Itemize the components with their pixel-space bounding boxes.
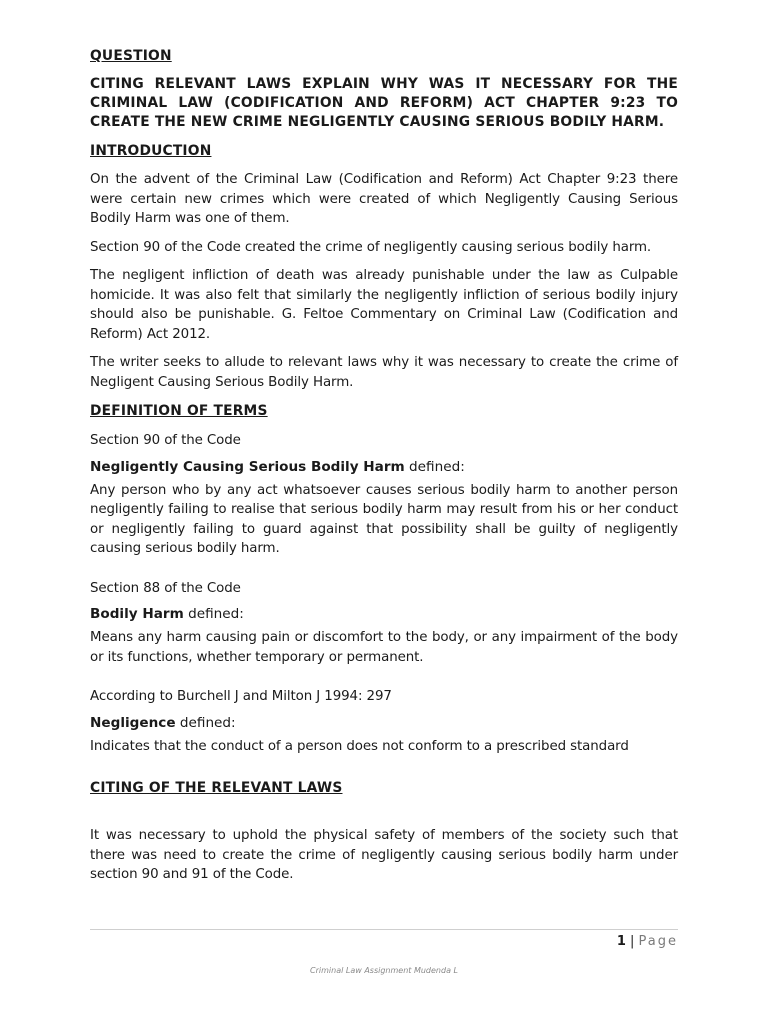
citing-heading: CITING OF THE RELEVANT LAWS [90,780,343,796]
citing-paragraph: It was necessary to uphold the physical safety of members of the society such that there was need to create the crime of negligently causing serious bodily harm under section 90 and 91 of the Code. [90,828,678,882]
intro-paragraph-4: The writer seeks to allude to relevant laws why it was necessary to create the crime of Negligent Causing Serious Bodily Harm. [90,355,678,390]
question-title: CITING RELEVANT LAWS EXPLAIN WHY WAS IT NECESSARY FOR THE CRIMINAL LAW (CODIFICATION AND REFORM) ACT CHAPTER 9:23 TO CREATE THE NEW CRIME NEGLIGENTLY CAUSING SERIOUS BODILY HARM. [90,76,678,130]
intro-paragraph-3: The negligent infliction of death was already punishable under the law as Culpable homicide. It was also felt that similarly the negligently infliction of serious bodily injury should also be punishable. G. Feltoe Commentary on Criminal Law (Codification and Reform) Act 2012. [90,268,678,342]
definition-suffix: defined: [175,714,236,731]
definition-text: Any person who by any act whatsoever causes serious bodily harm to another person negligently failing to realise that serious bodily harm may result from his or her conduct or negligently failing to guard against that possibility shall be guilty of negligently causing serious bodily harm. [90,482,678,556]
definition-term-line [90,457,678,477]
question-heading: QUESTION [90,48,172,64]
definition-term: Bodily Harm [90,606,184,622]
page-number-separator: | [625,934,639,949]
definition-text: Means any harm causing pain or discomfort to the body, or any impairment of the body or its functions, whether temporary or permanent. [90,630,678,665]
footer-divider [90,929,678,930]
definition-term: Negligence [90,714,176,731]
introduction-heading: INTRODUCTION [90,143,212,159]
definition-term-line [90,604,678,624]
page-number [617,933,678,951]
definitions-heading: DEFINITION OF TERMS [90,403,268,419]
definition-text: Indicates that the conduct of a person does not conform to a prescribed standard [90,738,629,754]
page-content [90,46,678,885]
intro-paragraph-2: Section 90 of the Code created the crime of negligently causing serious bodily harm. [90,239,652,255]
footer-note: Criminal Law Assignment Mudenda L [310,966,458,975]
page-label: Page [638,934,678,949]
definition-source: According to Burchell J and Milton J 1994: 297 [90,689,392,704]
definition-suffix: defined: [404,458,465,475]
definition-source: Section 90 of the Code [90,433,241,448]
definition-term-line [90,713,678,733]
intro-paragraph-1: On the advent of the Criminal Law (Codification and Reform) Act Chapter 9:23 there were certain new crimes which were created of which Negligently Causing Serious Bodily Harm was one of them. [90,172,678,226]
definition-term: Negligently Causing Serious Bodily Harm [90,458,405,475]
definition-suffix: defined: [183,606,244,622]
definition-source: Section 88 of the Code [90,580,241,596]
page-number-value: 1 [616,934,626,949]
